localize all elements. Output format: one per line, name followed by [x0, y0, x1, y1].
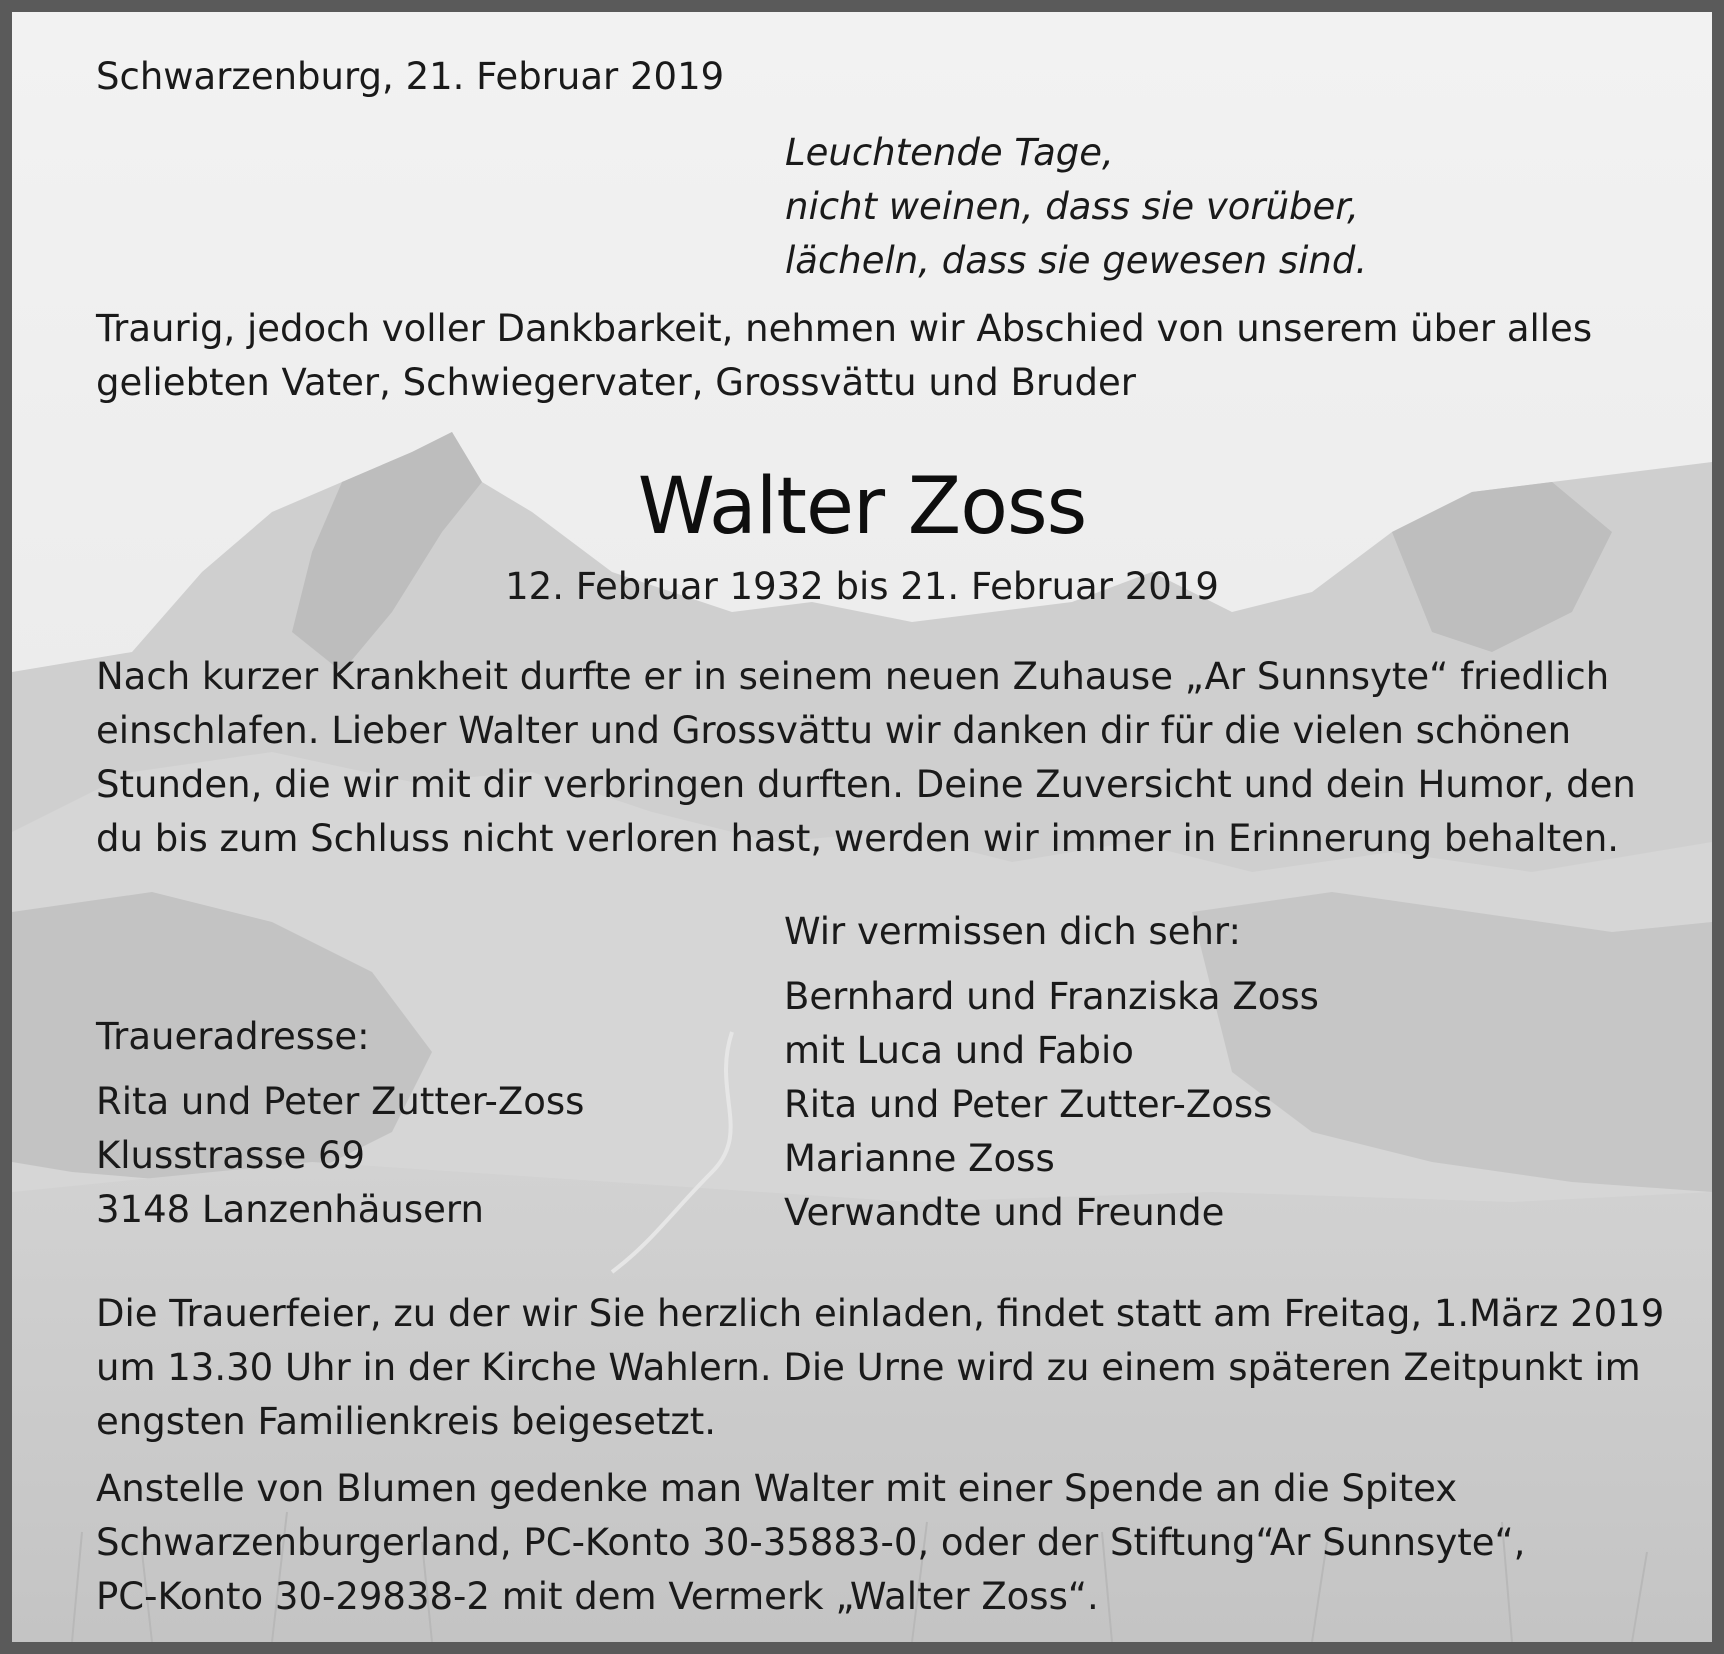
- mourner-line: Bernhard und Franziska Zoss: [784, 975, 1319, 1018]
- intro-line: geliebten Vater, Schwiegervater, Grossvättu und Bruder: [96, 361, 1136, 404]
- intro-line: Traurig, jedoch voller Dankbarkeit, nehmen wir Abschied von unserem über alles: [96, 307, 1593, 350]
- obituary-notice: [12, 12, 1712, 1642]
- message-line: Stunden, die wir mit dir verbringen durften. Deine Zuversicht und dein Humor, den: [96, 763, 1636, 806]
- intro-paragraph: [96, 302, 1592, 410]
- mourners-heading: Wir vermissen dich sehr:: [784, 910, 1241, 953]
- address-line: Rita und Peter Zutter-Zoss: [96, 1080, 585, 1123]
- mourner-line: Verwandte und Freunde: [784, 1191, 1225, 1234]
- ceremony-line: Die Trauerfeier, zu der wir Sie herzlich einladen, findet statt am Freitag, 1.März 2019: [96, 1292, 1665, 1335]
- poem-line: Leuchtende Tage,: [785, 131, 1114, 174]
- message-line: Nach kurzer Krankheit durfte er in seinem neuen Zuhause „Ar Sunnsyte“ friedlich: [96, 655, 1610, 698]
- address-line: Klusstrasse 69: [96, 1134, 366, 1177]
- donation-line: Schwarzenburgerland, PC-Konto 30-35883-0, oder der Stiftung“Ar Sunnsyte“,: [96, 1521, 1526, 1564]
- address-heading: Traueradresse:: [96, 1015, 370, 1058]
- life-dates: 12. Februar 1932 bis 21. Februar 2019: [505, 565, 1219, 608]
- mourner-line: Rita und Peter Zutter-Zoss: [784, 1083, 1273, 1126]
- poem: [785, 126, 1367, 288]
- mourner-line: mit Luca und Fabio: [784, 1029, 1134, 1072]
- message-paragraph: [96, 650, 1636, 866]
- mourner-line: Marianne Zoss: [784, 1137, 1055, 1180]
- donation-line: PC-Konto 30-29838-2 mit dem Vermerk „Walter Zoss“.: [96, 1575, 1099, 1618]
- donation-line: Anstelle von Blumen gedenke man Walter mit einer Spende an die Spitex: [96, 1467, 1458, 1510]
- poem-line: nicht weinen, dass sie vorüber,: [785, 185, 1359, 228]
- address-block: [96, 1075, 584, 1237]
- ceremony-line: um 13.30 Uhr in der Kirche Wahlern. Die Urne wird zu einem späteren Zeitpunkt im: [96, 1346, 1641, 1389]
- poem-line: lächeln, dass sie gewesen sind.: [785, 239, 1368, 282]
- place-date: Schwarzenburg, 21. Februar 2019: [96, 55, 725, 98]
- message-line: du bis zum Schluss nicht verloren hast, werden wir immer in Erinnerung behalten.: [96, 817, 1620, 860]
- donation-paragraph: [96, 1462, 1525, 1624]
- mourners-list: [784, 970, 1319, 1240]
- ceremony-line: engsten Familienkreis beigesetzt.: [96, 1400, 717, 1443]
- ceremony-paragraph: [96, 1287, 1664, 1449]
- address-line: 3148 Lanzenhäusern: [96, 1188, 484, 1231]
- message-line: einschlafen. Lieber Walter und Grossvättu wir danken dir für die vielen schönen: [96, 709, 1572, 752]
- deceased-name: Walter Zoss: [637, 462, 1087, 552]
